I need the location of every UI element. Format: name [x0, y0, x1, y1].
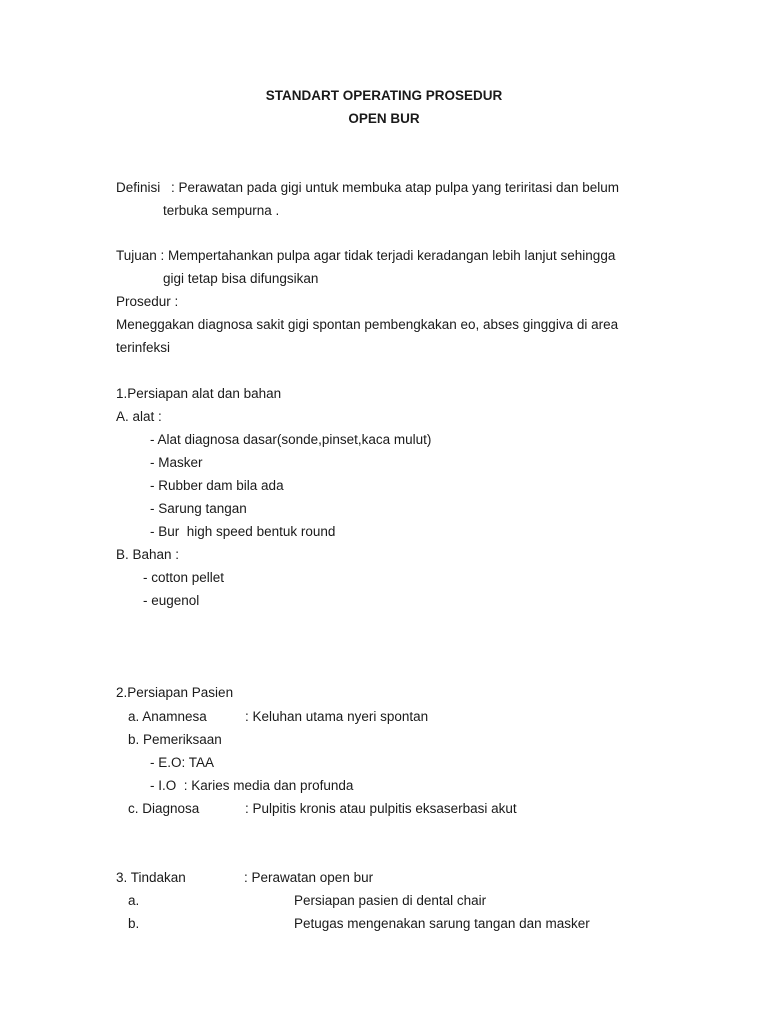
- anamnesa-label: a. Anamnesa: [128, 709, 207, 724]
- step-marker: a.: [128, 893, 140, 908]
- diagnosa-value: : Pulpitis kronis atau pulpitis eksaserbasi akut: [245, 801, 517, 816]
- definisi-text-line2: terbuka sempurna .: [163, 203, 280, 218]
- step-marker: b.: [128, 916, 140, 931]
- prosedur-text-line2: terinfeksi: [116, 340, 171, 355]
- bahan-item: - cotton pellet: [143, 570, 225, 585]
- step-text: Persiapan pasien di dental chair: [294, 893, 487, 908]
- document-title: STANDART OPERATING PROSEDUR: [265, 88, 503, 103]
- definisi-text-line1: : Perawatan pada gigi untuk membuka atap pulpa yang teriritasi dan belum: [171, 180, 620, 195]
- alat-item: - Masker: [150, 455, 203, 470]
- alat-item: - Sarung tangan: [150, 501, 247, 516]
- definisi-label: Definisi: [116, 180, 161, 195]
- alat-item: - Rubber dam bila ada: [150, 478, 284, 493]
- section2-heading: 2.Persiapan Pasien: [116, 685, 234, 700]
- step-text: Petugas mengenakan sarung tangan dan masker: [294, 916, 590, 931]
- alat-label: A. alat :: [116, 409, 162, 424]
- prosedur-label: Prosedur :: [116, 294, 179, 309]
- bahan-label: B. Bahan :: [116, 547, 180, 562]
- pemeriksaan-eo: - E.O: TAA: [150, 755, 215, 770]
- tujuan-text-line2: gigi tetap bisa difungsikan: [163, 271, 319, 286]
- section1-heading: 1.Persiapan alat dan bahan: [116, 386, 282, 401]
- bahan-item: - eugenol: [143, 593, 200, 608]
- alat-item: - Alat diagnosa dasar(sonde,pinset,kaca mulut): [150, 432, 432, 447]
- tujuan-text-line1: Tujuan : Mempertahankan pulpa agar tidak terjadi keradangan lebih lanjut sehingga: [116, 248, 616, 263]
- diagnosa-label: c. Diagnosa: [128, 801, 200, 816]
- section3-heading: 3. Tindakan: [116, 870, 186, 885]
- pemeriksaan-io: - I.O : Karies media dan profunda: [150, 778, 354, 793]
- document-subtitle: OPEN BUR: [348, 111, 420, 126]
- pemeriksaan-label: b. Pemeriksaan: [128, 732, 222, 747]
- alat-item: - Bur high speed bentuk round: [150, 524, 336, 539]
- prosedur-text-line1: Meneggakan diagnosa sakit gigi spontan pembengkakan eo, abses ginggiva di area: [116, 317, 619, 332]
- section3-heading-value: : Perawatan open bur: [244, 870, 374, 885]
- anamnesa-value: : Keluhan utama nyeri spontan: [245, 709, 429, 724]
